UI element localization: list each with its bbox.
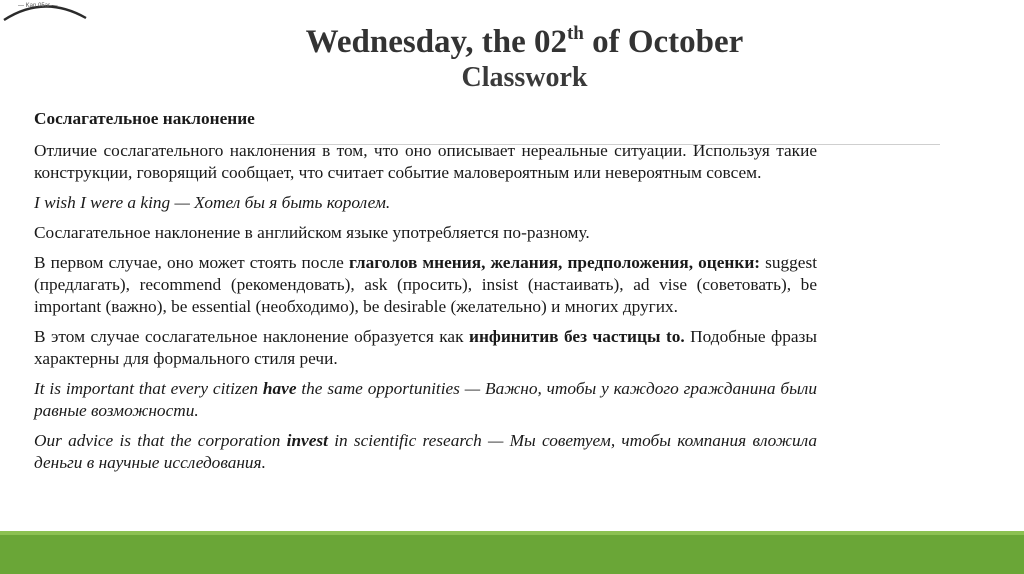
paragraph-usage: Сослагательное наклонение в английском языке употребляется по-разному. xyxy=(34,223,590,242)
paragraph-formation: В этом случае сослагательное наклонение образуется как инфинитив без частицы to. Подобные фразы характерны для формального стиля речи. xyxy=(34,327,817,368)
logo xyxy=(0,0,92,22)
page-subtitle: Classwork xyxy=(461,62,588,93)
footer-bar xyxy=(0,531,1024,574)
example-king: I wish I were a king — Хотел бы я быть королем. xyxy=(34,193,391,212)
paragraph-definition: Отличие сослагательного наклонения в том, что оно описывает нереальные ситуации. Используя такие конструкции, говорящий сообщает, что считает событие маловероятным или невероятным совсем. xyxy=(34,141,817,182)
logo-text: — Kan 05ar — xyxy=(18,3,58,9)
example-citizen: It is important that every citizen have the same opportunities — Важно, чтобы у каждого гражданина были равные возможности. xyxy=(34,379,817,420)
slide-body xyxy=(34,108,817,482)
page-title: Wednesday, the 02th of October xyxy=(305,23,744,60)
section-heading: Сослагательное наклонение xyxy=(34,109,255,128)
footer-stripe xyxy=(0,531,1024,535)
paragraph-first-case: В первом случае, оно может стоять после глаголов мнения, желания, предположения, оценки: suggest (предлагать), recommend (рекомендовать), ask (просить), insist (настаивать), ad vise (советовать), be important (важно), be essential (необходимо), be desirable (желательно) и многих других. xyxy=(34,253,818,316)
example-corporation: Our advice is that the corporation invest in scientific research — Мы советуем, чтобы компания вложила деньги в научные исследования. xyxy=(34,431,817,472)
